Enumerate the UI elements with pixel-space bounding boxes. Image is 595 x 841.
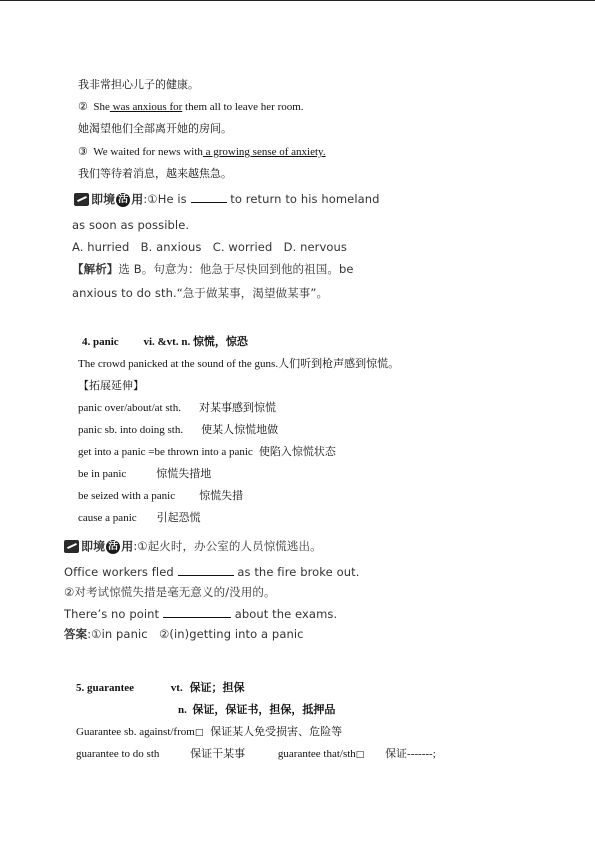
question-text: There’s no point	[64, 607, 160, 621]
phrase-en: guarantee to do sth	[76, 748, 160, 760]
question-text: Office workers fled	[64, 565, 174, 579]
badge-circle-char: 活	[108, 540, 119, 552]
answer-blank[interactable]	[191, 191, 227, 203]
cn-translation-2	[78, 122, 232, 136]
question-text: about the exams.	[234, 607, 338, 621]
question-text: as the fire broke out.	[237, 565, 360, 579]
exercise-1-options	[72, 240, 347, 254]
exercise-2-q2-cn	[64, 585, 276, 599]
sentence-part: She	[93, 101, 110, 113]
part-of-speech: vt.	[170, 682, 183, 694]
word-heading: 4. panic	[82, 336, 119, 348]
phrase-en: guarantee that/sth	[277, 748, 356, 760]
badge-label: 用	[121, 539, 134, 554]
phrase-en: be seized with a panic	[78, 490, 176, 502]
section-5-phrase-2	[76, 747, 436, 762]
word-heading: 5. guarantee	[76, 682, 135, 694]
analysis-text: anxious to do sth.“急于做某事，渴望做某事”。	[72, 286, 329, 300]
underlined-phrase: a growing sense of anxiety.	[202, 146, 326, 158]
phrase-cn: 使某人惊慌地做	[201, 424, 279, 436]
answer-blank[interactable]	[163, 606, 231, 618]
sentence-part: them all to leave her room.	[182, 101, 304, 113]
cn-translation-3	[78, 167, 232, 181]
meaning: 保证；担保	[189, 682, 245, 694]
exercise-1-analysis-cont	[72, 286, 328, 300]
question-text: :①起火时，办公室的人员惊慌逃出。	[133, 539, 322, 553]
phrase-cn: 引起恐慌	[156, 512, 201, 524]
exercise-1-analysis	[72, 262, 354, 276]
analysis-text: 选 B。句意为：他急于尽快回到他的祖国。be	[118, 262, 354, 276]
section-5-noun-line	[178, 703, 335, 717]
question-text: to return to his homeland	[230, 192, 380, 206]
label: 【拓展延伸】	[78, 380, 144, 392]
phrase-cn: 保证干某事	[190, 748, 246, 760]
example-2	[78, 100, 304, 114]
phrase-en: Guarantee sb. against/from	[76, 726, 195, 738]
item-number: ②	[78, 101, 88, 113]
question-text: as soon as possible.	[72, 218, 190, 232]
badge-label: 即境	[81, 539, 106, 554]
practice-badge	[64, 539, 133, 554]
phrase-item	[78, 445, 336, 459]
exercise-2-answer	[64, 627, 304, 641]
phrase-en: be in panic	[78, 468, 127, 480]
underlined-phrase: was anxious for	[109, 101, 183, 113]
question-text: :①He is	[143, 192, 187, 206]
noun-meaning: n. 保证，保证书，担保，抵押品	[178, 704, 336, 716]
exercise-2-q2-en	[64, 606, 337, 621]
placeholder-box: □	[194, 728, 204, 738]
badge-label: 用	[131, 192, 144, 207]
example-sentence: The crowd panicked at the sound of the guns.人们听到枪声感到惊慌。	[78, 358, 400, 370]
phrase-item	[78, 401, 276, 415]
sentence-part: We waited for news with	[93, 146, 203, 158]
phrase-en: get into a panic =be thrown into a panic	[78, 446, 253, 458]
text: 我们等待着消息，越来越焦急。	[78, 168, 232, 180]
phrase-item	[78, 423, 278, 437]
section-4-example	[78, 357, 399, 371]
section-5-phrase-1	[76, 725, 342, 740]
badge-label: 即境	[91, 192, 116, 207]
exercise-1-question	[74, 191, 380, 207]
analysis-label: 【解析】	[72, 262, 119, 276]
exercise-1-question-cont	[72, 218, 189, 232]
phrase-cn: 保证某人免受损害、危险等	[210, 726, 343, 738]
phrase-cn: 使陷入惊慌状态	[258, 446, 336, 458]
phrase-en: panic sb. into doing sth.	[78, 424, 184, 436]
answer-text: :①in panic ②(in)getting into a panic	[87, 627, 304, 641]
phrase-cn: 保证-------;	[385, 748, 436, 760]
exercise-2-q1-cn	[64, 539, 322, 554]
phrase-en: cause a panic	[78, 512, 137, 524]
section-4-heading	[82, 335, 248, 349]
text: 我非常担心儿子的健康。	[78, 79, 199, 91]
section-5-heading	[76, 681, 244, 695]
phrase-item	[78, 467, 211, 481]
extend-label	[78, 379, 144, 393]
phrase-en: panic over/about/at sth.	[78, 402, 181, 414]
pen-icon	[64, 540, 79, 553]
phrase-item	[78, 489, 243, 503]
top-rule	[0, 0, 595, 1]
options-text: A. hurried B. anxious C. worried D. nervous	[72, 240, 348, 254]
cn-translation-1	[78, 78, 199, 92]
exercise-2-q1-en	[64, 564, 359, 579]
phrase-cn: 惊慌失措	[199, 490, 244, 502]
answer-label: 答案	[64, 627, 88, 641]
badge-circle-char: 活	[118, 193, 129, 205]
text: 她渴望他们全部离开她的房间。	[78, 123, 232, 135]
item-number: ③	[78, 146, 88, 158]
pen-icon	[74, 193, 89, 206]
phrase-cn: 对某事感到惊慌	[198, 402, 276, 414]
practice-badge	[74, 192, 143, 207]
example-3	[78, 145, 326, 159]
phrase-cn: 惊慌失措地	[156, 468, 212, 480]
phrase-item	[78, 511, 201, 525]
answer-blank[interactable]	[178, 564, 234, 576]
part-of-speech: vi. &vt. n.	[143, 336, 191, 348]
placeholder-box: □	[355, 750, 365, 760]
meaning: 惊慌，惊恐	[192, 336, 248, 348]
question-text: ②对考试惊慌失措是毫无意义的/没用的。	[64, 585, 276, 599]
